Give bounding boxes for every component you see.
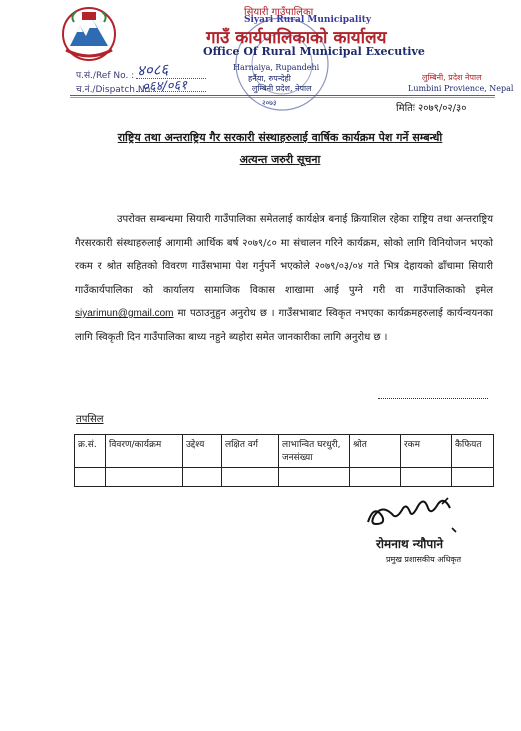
table-cell — [106, 468, 183, 487]
table-header-row — [75, 435, 494, 468]
header-divider-2 — [70, 97, 495, 98]
table-cell — [452, 468, 494, 487]
table-cell — [222, 468, 279, 487]
body-text-1: उपरोक्त सम्बन्धमा सियारी गाउँपालिका समेतलाई कार्यक्षेत्र बनाई क्रियाशिल रहेका राष्ट्रिय तथा अन्तराष्ट्रिय गैरसरकारी संस्थाहरुलाई आगामी आर्थिक बर्ष २०७९/८० मा संचालन गरिने कार्यक्रम, सोको लागि विनियोजन भएको रकम र श्रोत सहितको विवरण गाउँसभामा पेश गर्नुपर्ने भएकोले २०७९/०३/०४ गते भित्र देहायको ढाँचामा सियारी गाउँकार्यपालिका को कार्यालय सामाजिक विकास शाखामा आई पुग्ने गरी वा गाउँपालिकाको इमेल — [75, 214, 493, 296]
ref-label: प.सं./Ref No. : — [76, 71, 135, 81]
table-cell — [350, 468, 401, 487]
ref-value: ४०८६ — [136, 60, 169, 80]
signatory-name: रोमनाथ न्यौपाने — [376, 537, 443, 551]
signatory-title: प्रमुख प्रशासकीय अधिकृत — [386, 555, 462, 564]
dispatch-dotline — [136, 91, 206, 92]
address-np: हर्नैया, रुपन्देही — [248, 74, 291, 83]
annex-label: तपसिल — [76, 414, 104, 425]
body-text-2: मा पठाउनुहुन अनुरोध छ । गाउँसभाबाट स्विकृत नभएका कार्यक्रमहरुलाई कार्यन्वयनका लागि स्विकृती दिन गाउँपालिका बाध्य नहुने ब्यहोरा समेत जानकारीका लागि अनुरोध छ । — [75, 308, 493, 343]
table-cell — [279, 468, 350, 487]
letter-date: मितिः २०७९/०२/३० — [396, 103, 467, 114]
col-target-group: लक्षित वर्ग — [222, 435, 279, 468]
subject-line-1: राष्ट्रिय तथा अन्तराष्ट्रिय गैर सरकारी संस्थाहरुलाई वार्षिक कार्यक्रम पेश गर्ने सम्बन्धी — [117, 131, 443, 144]
col-remarks: कैफियत — [452, 435, 494, 468]
body-paragraph — [75, 208, 493, 349]
email-link[interactable]: siyarimun@gmail.com — [75, 308, 174, 319]
table-cell — [75, 468, 106, 487]
col-objective: उद्देश्य — [183, 435, 222, 468]
municipality-name-np: सियारी गाउँपालिका — [244, 7, 314, 18]
dispatch-label: च.नं./Dispatch No. — [76, 85, 153, 95]
address-en: Harnaiya, Rupandehi — [233, 63, 320, 72]
col-sn: क्र.सं. — [75, 435, 106, 468]
office-title-en: Office Of Rural Municipal Executive — [203, 45, 425, 58]
established-year: २०७३ — [262, 99, 277, 107]
table-row — [75, 468, 494, 487]
table-cell — [401, 468, 452, 487]
table-cell — [183, 468, 222, 487]
municipality-name-en: Siyari Rural Municipality — [244, 15, 372, 25]
nepal-emblem-icon — [60, 6, 118, 62]
header-divider — [70, 95, 495, 96]
office-title-np: गाउँ कार्यपालिकाको कार्यालय — [206, 28, 387, 48]
col-description: विवरण/कार्यक्रम — [106, 435, 183, 468]
subject — [80, 127, 480, 171]
col-source: श्रोत — [350, 435, 401, 468]
signature-dotline — [378, 398, 488, 399]
handwritten-signature-icon — [362, 494, 472, 536]
subject-line-2: अत्यन्त जरुरी सूचना — [239, 153, 321, 166]
province-np-seal: लुम्बिनी प्रदेश, नेपाल — [252, 84, 312, 93]
province-np: लुम्बिनी, प्रदेश नेपाल — [422, 73, 482, 82]
col-amount: रकम — [401, 435, 452, 468]
col-beneficiaries: लाभान्वित घरधुरी, जनसंख्या — [279, 435, 350, 468]
annex-table — [74, 434, 494, 487]
province-en: Lumbini Provience, Nepal — [408, 84, 514, 93]
dispatch-value: ०६४/०६१ — [141, 78, 188, 95]
